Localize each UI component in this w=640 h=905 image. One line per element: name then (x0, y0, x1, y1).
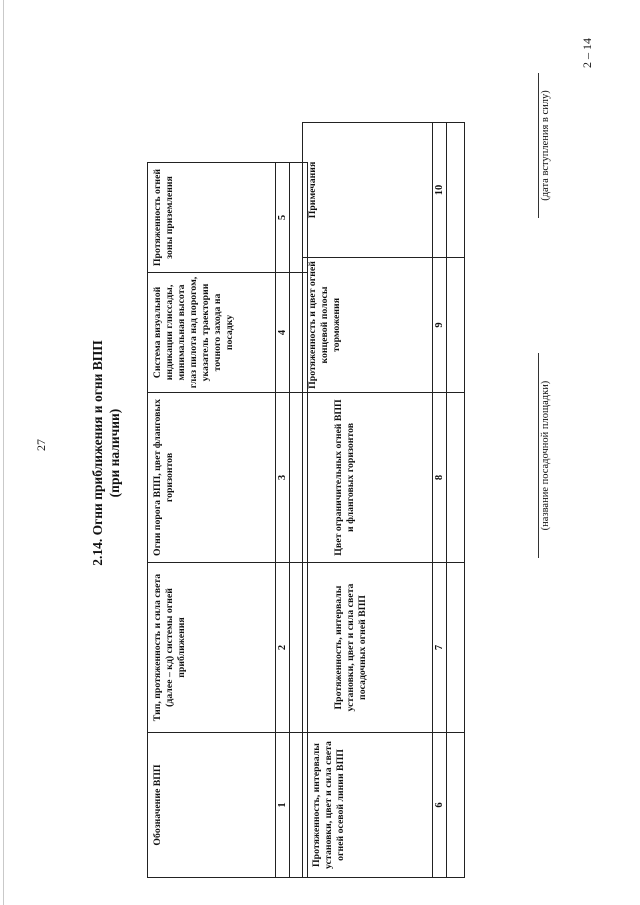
section-heading (89, 278, 123, 628)
column-number: 2 (276, 563, 290, 733)
airfield-name-line (538, 353, 539, 558)
column-header: Протяженность огней зоны приземления (148, 163, 276, 273)
page-reference: 2 – 14 (580, 38, 594, 68)
column-number: 6 (433, 733, 447, 878)
column-number: 3 (276, 393, 290, 563)
column-number: 8 (433, 393, 447, 563)
table-row (447, 123, 465, 878)
runway-lights-table (302, 122, 465, 878)
section-title: 2.14. Огни приближения и огни ВПП (90, 340, 105, 566)
table-cell (447, 123, 465, 258)
approach-lights-table (147, 162, 308, 878)
effective-date-line (538, 73, 539, 218)
column-number: 7 (433, 563, 447, 733)
column-header: Протяженность и цвет огней концевой полосы торможения (303, 258, 433, 393)
table-cell (447, 393, 465, 563)
table-header-row (148, 163, 276, 878)
section-subtitle: (при наличии) (107, 408, 122, 498)
airfield-name-caption: (название посадочной площадки) (540, 380, 551, 531)
column-number: 1 (276, 733, 290, 878)
table-cell (447, 258, 465, 393)
column-number: 10 (433, 123, 447, 258)
column-header: Примечания (303, 123, 433, 258)
column-header: Протяженность, интервалы установки, цвет и сила света посадочных огней ВПП (303, 563, 433, 733)
column-header: Обозначение ВПП (148, 733, 276, 878)
column-number-row (433, 123, 447, 878)
column-number: 9 (433, 258, 447, 393)
page-number: 27 (34, 439, 48, 451)
table-cell (447, 563, 465, 733)
column-header: Цвет ограничительных огней ВПП и фланговых горизонтов (303, 393, 433, 563)
column-number: 4 (276, 273, 290, 393)
column-header: Огни порога ВПП, цвет фланговых горизонтов (148, 393, 276, 563)
table-header-row (303, 123, 433, 878)
column-header: Протяженность, интервалы установки, цвет и сила света огней осевой линии ВПП (303, 733, 433, 878)
column-header: Тип, протяженность и сила света (далее – кд) системы огней приближения (148, 563, 276, 733)
page-edge-line (3, 0, 4, 905)
column-number-row (276, 163, 290, 878)
effective-date-caption: (дата вступления в силу) (540, 90, 551, 201)
table-cell (447, 733, 465, 878)
column-number: 5 (276, 163, 290, 273)
rotated-document-sheet (52, 28, 612, 878)
column-header: Система визуальной индикации глиссады, минимальная высота глаз пилота над порогом, указатель траектории точного захода на посадку (148, 273, 276, 393)
